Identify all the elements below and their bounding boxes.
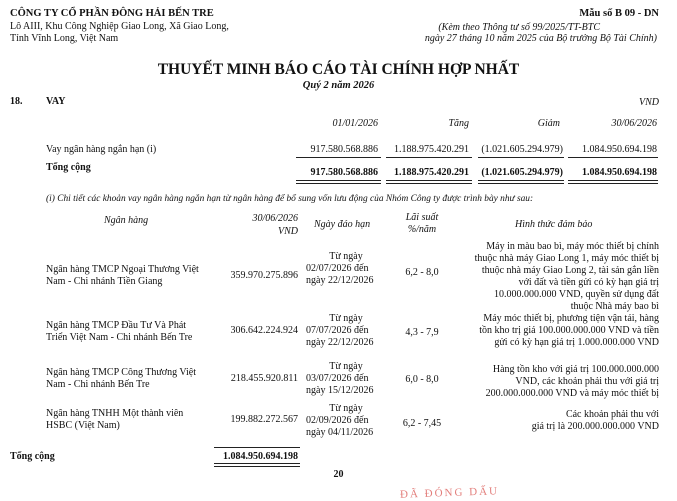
summary-header-closing: 30/06/2026 — [611, 118, 657, 129]
loan-row-3-collateral — [449, 364, 659, 400]
summary-header-decrease: Giảm — [537, 118, 560, 129]
loan-row-1-collateral-line6: thuộc Nhà máy bao bì — [570, 301, 659, 312]
loan-row-3-collateral-line3: 200.000.000.000 VND và máy móc thiết bị — [485, 388, 659, 399]
summary-row-closing: 1.084.950.694.198 — [582, 144, 657, 155]
summary-header-increase: Tăng — [448, 118, 469, 129]
loan-row-2-collateral-line1: Máy móc thiết bị, phương tiện vận tải, hàng — [483, 313, 659, 324]
loan-row-4-term-line1: Từ ngày — [329, 403, 363, 414]
summary-total-label: Tổng cộng — [46, 162, 91, 173]
loan-row-1-rate: 6,2 - 8,0 — [405, 267, 439, 278]
loan-row-3-term-line2: 03/07/2026 đến — [306, 373, 369, 384]
section-number: 18. — [10, 96, 23, 107]
loan-row-3-term-line1: Từ ngày — [329, 361, 363, 372]
loan-row-2-bank-line1: Ngân hàng TMCP Đầu Tư Và Phát — [46, 320, 187, 331]
summary-row-decrease: (1.021.605.294.979) — [481, 144, 563, 155]
currency-label: VND — [639, 97, 659, 108]
detail-total-underline — [214, 463, 300, 467]
loan-row-3-bank-line1: Ngân hàng TMCP Công Thương Việt — [46, 367, 197, 378]
loan-row-2-rate: 4,3 - 7,9 — [405, 327, 439, 338]
loan-row-3-amount: 218.455.920.811 — [230, 373, 298, 384]
loan-row-4-rate: 6,2 - 7,45 — [402, 418, 442, 429]
loan-row-3-rate: 6,0 - 8,0 — [405, 374, 439, 385]
loan-row-1-bank-line1: Ngân hàng TMCP Ngoại Thương Việt — [46, 264, 199, 275]
loan-row-4-amount: 199.882.272.567 — [230, 414, 298, 425]
summary-total-underline-3 — [478, 180, 564, 184]
loan-row-2-term-line3: ngày 22/12/2026 — [306, 337, 374, 348]
form-number: Mẫu số B 09 - DN — [579, 8, 659, 19]
detail-header-term: Ngày đáo hạn — [314, 219, 371, 230]
detail-header-rate: Lãi suất — [405, 212, 439, 223]
summary-total-underline-4 — [568, 180, 658, 184]
loan-row-2-bank-line2: Triển Việt Nam - Chi nhánh Bến Tre — [46, 332, 193, 343]
loan-row-4-collateral-line1: Các khoản phải thu với — [565, 409, 659, 420]
report-period: Quý 2 năm 2026 — [302, 80, 375, 91]
summary-total-underline-2 — [386, 180, 472, 184]
loan-row-4-bank-line1: Ngân hàng TNHH Một thành viên — [46, 408, 184, 419]
company-address-line2: Tỉnh Vĩnh Long, Việt Nam — [10, 33, 119, 44]
detail-total-divider — [214, 447, 300, 448]
loan-row-1-collateral — [449, 241, 659, 313]
stamp-mark: ĐÃ ĐÓNG DẤU — [399, 485, 500, 501]
loan-row-1-amount: 359.970.275.896 — [230, 270, 298, 281]
summary-total-underline-1 — [296, 180, 381, 184]
loan-row-4-term-line2: 02/09/2026 đến — [306, 415, 369, 426]
loan-row-2-term-line2: 07/07/2026 đến — [306, 325, 369, 336]
loan-row-4-term-line3: ngày 04/11/2026 — [306, 427, 374, 438]
page-number: 20 — [333, 469, 344, 480]
company-address-line1: Lô AIII, Khu Công Nghiệp Giao Long, Xã Giao Long, — [10, 21, 229, 32]
loan-row-3-bank-line2: Nam - Chi nhánh Bến Tre — [46, 379, 150, 390]
summary-header-opening: 01/01/2026 — [332, 118, 378, 129]
loan-row-1-term-line3: ngày 22/12/2026 — [306, 275, 374, 286]
detail-total-label: Tổng cộng — [10, 451, 55, 462]
loan-row-3-collateral-line2: VND, các khoản phải thu với giá trị — [515, 376, 659, 387]
loan-row-1-bank-line2: Nam - Chi nhánh Tiền Giang — [46, 276, 163, 287]
section-title: VAY — [46, 96, 66, 107]
summary-row-label: Vay ngân hàng ngắn hạn (i) — [46, 144, 157, 155]
loan-row-2-collateral-line3: gửi có kỳ hạn giá trị 1.000.000.000 VND — [494, 337, 659, 348]
form-note-line2: ngày 27 tháng 10 năm 2025 của Bộ trưởng Bộ Tài Chính) — [424, 33, 657, 44]
detail-header-amount-unit: VND — [278, 226, 298, 237]
form-note-line1: (Kèm theo Thông tư số 99/2025/TT-BTC — [438, 22, 600, 33]
detail-header-bank: Ngân hàng — [104, 215, 149, 226]
detail-header-rate-unit: %/năm — [407, 224, 437, 235]
page-title: THUYẾT MINH BÁO CÁO TÀI CHÍNH HỢP NHẤT — [157, 61, 520, 78]
loan-row-1-collateral-line3: thuộc nhà máy Giao Long 2, tài sản gắn liền — [481, 265, 659, 276]
loan-row-1-collateral-line1: Máy in màu bao bì, máy móc thiết bị chính — [486, 241, 659, 252]
summary-divider-1 — [296, 157, 381, 158]
loan-row-1-collateral-line5: 10.000.000.000 VND, quyền sử dụng đất — [494, 289, 659, 300]
loan-row-3-term-line3: ngày 15/12/2026 — [306, 385, 374, 396]
loan-row-1-term-line2: 02/07/2026 đến — [306, 263, 369, 274]
summary-divider-2 — [386, 157, 472, 158]
summary-total-increase: 1.188.975.420.291 — [394, 167, 469, 178]
loan-row-4-collateral — [449, 409, 659, 433]
summary-total-opening: 917.580.568.886 — [310, 167, 378, 178]
loan-row-1-collateral-line4: với đất và tiền gửi có kỳ hạn giá trị — [518, 277, 659, 288]
loan-row-2-collateral-line2: tồn kho trị giá 100.000.000.000 VND và tiền — [479, 325, 659, 336]
loan-row-2-collateral — [439, 313, 659, 349]
loan-row-2-term-line1: Từ ngày — [329, 313, 363, 324]
loan-row-4-collateral-line2: giá trị là 200.000.000.000 VND — [531, 421, 659, 432]
summary-total-closing: 1.084.950.694.198 — [582, 167, 657, 178]
summary-total-decrease: (1.021.605.294.979) — [481, 167, 563, 178]
summary-row-increase: 1.188.975.420.291 — [394, 144, 469, 155]
detail-note: (i) Chi tiết các khoản vay ngân hàng ngắn hạn từ ngân hàng để bổ sung vốn lưu động của Nhóm Công ty được trình bày như sau: — [46, 194, 534, 204]
loan-row-3-collateral-line1: Hàng tồn kho với giá trị 100.000.000.000 — [492, 364, 659, 375]
loan-row-1-term-line1: Từ ngày — [329, 251, 363, 262]
detail-header-amount: 30/06/2026 — [252, 213, 298, 224]
detail-total-amount: 1.084.950.694.198 — [223, 451, 298, 462]
detail-header-collateral: Hình thức đảm bảo — [515, 219, 593, 230]
company-name: CÔNG TY CỔ PHẦN ĐÔNG HẢI BẾN TRE — [10, 8, 214, 19]
loan-row-1-collateral-line2: thuộc nhà máy Giao Long 1, máy móc thiết bị — [474, 253, 659, 264]
summary-divider-3 — [478, 157, 564, 158]
loan-row-4-bank-line2: HSBC (Việt Nam) — [46, 420, 120, 431]
summary-divider-4 — [568, 157, 658, 158]
loan-row-2-amount: 306.642.224.924 — [230, 325, 298, 336]
summary-row-opening: 917.580.568.886 — [310, 144, 378, 155]
